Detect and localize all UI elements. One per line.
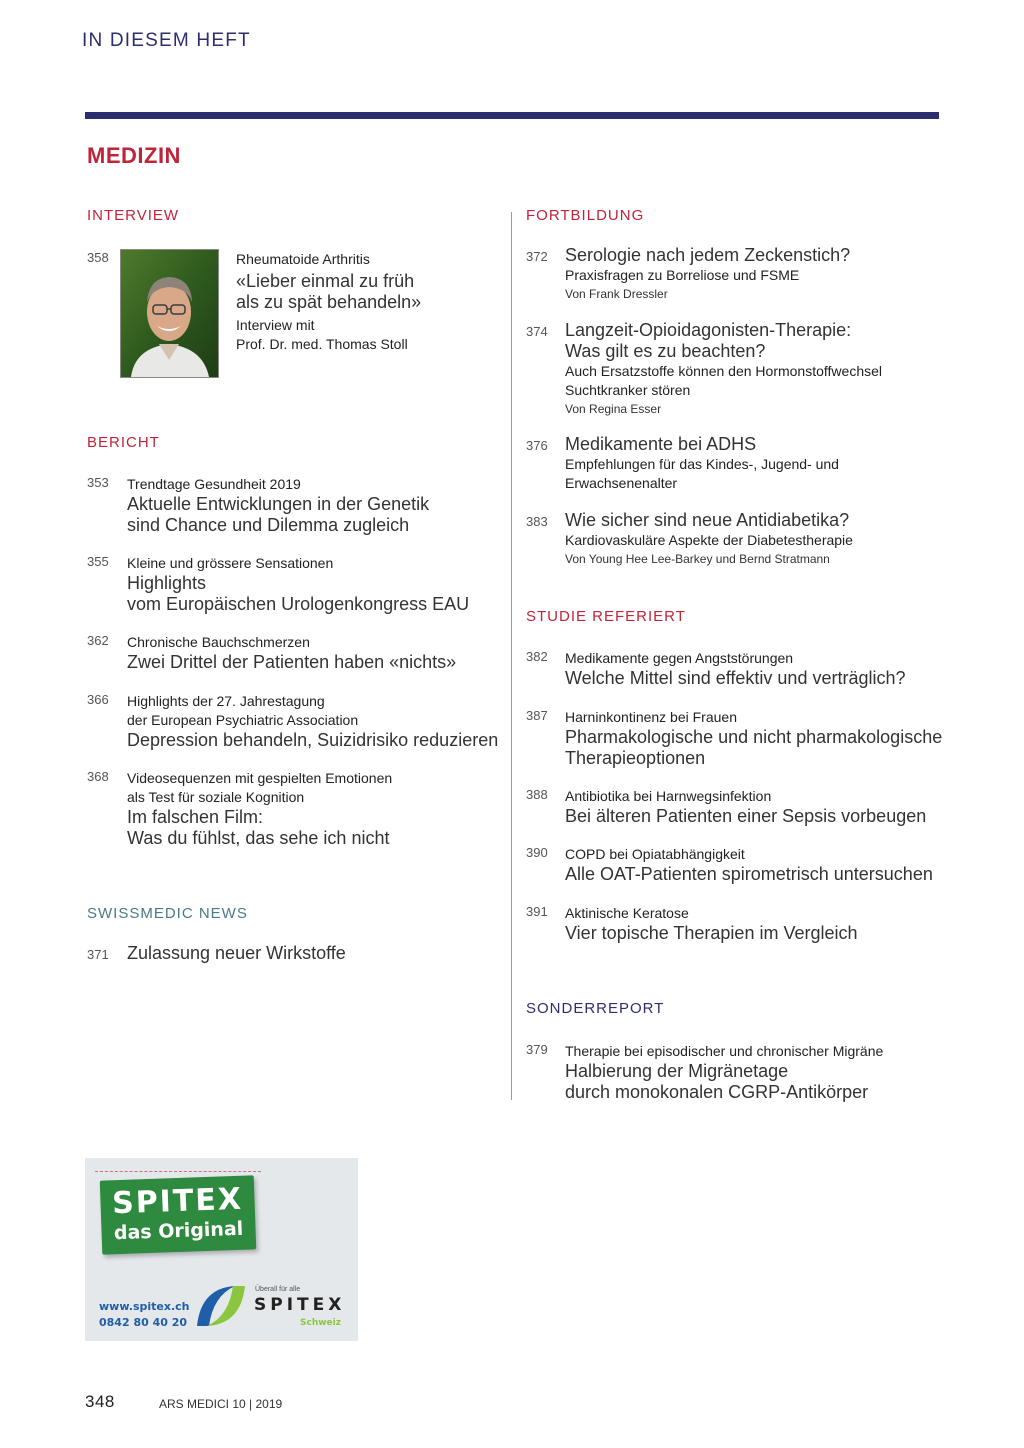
entry-sub-line-2: Erwachsenenalter bbox=[565, 475, 678, 491]
studie-heading: STUDIE REFERIERT bbox=[526, 608, 686, 625]
ad-logo-country: Schweiz bbox=[300, 1318, 341, 1328]
entry-title-line-1: Wie sicher sind neue Antidiabetika? bbox=[565, 510, 850, 530]
interview-extra-line-2: Prof. Dr. med. Thomas Stoll bbox=[236, 336, 408, 352]
sonderreport-heading: SONDERREPORT bbox=[526, 1000, 665, 1017]
ad-tagline: das Original bbox=[113, 1217, 244, 1245]
interview-topic: Rheumatoide Arthritis bbox=[236, 251, 370, 267]
page-number: 362 bbox=[87, 633, 109, 648]
ad-stitch-line bbox=[95, 1171, 261, 1172]
interview-text[interactable] bbox=[236, 250, 421, 354]
spitex-advertisement[interactable] bbox=[85, 1158, 358, 1341]
entry-title-line-2: Was gilt es zu beachten? bbox=[565, 341, 766, 361]
entry-title-line-1: Welche Mittel sind effektiv und verträglich? bbox=[565, 668, 906, 688]
entry-title-line-2: durch monokonalen CGRP-Antikörper bbox=[565, 1082, 869, 1102]
page-number: 376 bbox=[526, 438, 548, 453]
entry-title-line-1: Zulassung neuer Wirkstoffe bbox=[127, 943, 346, 963]
entry-sub-line-1: Auch Ersatzstoffe können den Hormonstoffwechsel bbox=[565, 363, 882, 379]
page-number: 358 bbox=[87, 250, 109, 265]
entry-sub-line-1: Empfehlungen für das Kindes-, Jugend- und bbox=[565, 456, 839, 472]
page-number: 388 bbox=[526, 787, 548, 802]
entry-sub: Medikamente gegen Angststörungen bbox=[565, 650, 794, 666]
entry-title-line-1: Serologie nach jedem Zeckenstich? bbox=[565, 245, 851, 265]
page-number: 353 bbox=[87, 475, 109, 490]
ad-logo-small: Überall für alle bbox=[255, 1286, 301, 1293]
entry-sub: Aktinische Keratose bbox=[565, 905, 689, 921]
page-number: 387 bbox=[526, 708, 548, 723]
entry-sub: COPD bei Opiatabhängigkeit bbox=[565, 846, 745, 862]
entry-sub-line-1: Highlights der 27. Jahrestagung bbox=[127, 693, 325, 709]
entry-title-line-1: Zwei Drittel der Patienten haben «nichts» bbox=[127, 652, 457, 672]
entry-title-line-1: Bei älteren Patienten einer Sepsis vorbeugen bbox=[565, 806, 927, 826]
page-number: 366 bbox=[87, 692, 109, 707]
entry-title-line-1: Depression behandeln, Suizidrisiko reduzieren bbox=[127, 730, 499, 750]
page-number: 374 bbox=[526, 324, 548, 339]
entry-title-line-2: sind Chance und Dilemma zugleich bbox=[127, 515, 410, 535]
entry-title-line-1: Alle OAT-Patienten spirometrisch untersuchen bbox=[565, 864, 933, 884]
page-number: 382 bbox=[526, 649, 548, 664]
entry-sub-line-1: Praxisfragen zu Borreliose und FSME bbox=[565, 267, 800, 283]
entry-sub-line-2: Suchtkranker stören bbox=[565, 382, 691, 398]
ad-phone: 0842 80 40 20 bbox=[99, 1316, 188, 1329]
entry-title-line-2: Was du fühlst, das sehe ich nicht bbox=[127, 828, 390, 848]
page-number: 379 bbox=[526, 1042, 548, 1057]
entry-author: Von Frank Dressler bbox=[565, 287, 668, 301]
page-number: 372 bbox=[526, 249, 548, 264]
footer-page-number: 348 bbox=[85, 1392, 115, 1411]
spitex-swoosh-icon bbox=[195, 1284, 247, 1328]
interview-extra-line-1: Interview mit bbox=[236, 317, 315, 333]
bericht-heading: BERICHT bbox=[87, 434, 160, 451]
entry-title-line-1: Langzeit-Opioidagonisten-Therapie: bbox=[565, 320, 852, 340]
entry-title-line-2: Therapieoptionen bbox=[565, 748, 706, 768]
entry-title-line-1: Medikamente bei ADHS bbox=[565, 434, 757, 454]
page-number: 355 bbox=[87, 554, 109, 569]
interview-heading: INTERVIEW bbox=[87, 207, 180, 224]
entry-title-line-1: Vier topische Therapien im Vergleich bbox=[565, 923, 858, 943]
fortbildung-heading: FORTBILDUNG bbox=[526, 207, 645, 224]
entry-title-line-1: Pharmakologische und nicht pharmakologische bbox=[565, 727, 943, 747]
interview-title-line-2: als zu spät behandeln» bbox=[236, 292, 422, 312]
entry-title-line-1: Highlights bbox=[127, 573, 207, 593]
entry-title-line-2: vom Europäischen Urologenkongress EAU bbox=[127, 594, 470, 614]
swissmedic-heading: SWISSMEDIC NEWS bbox=[87, 905, 248, 922]
entry-sub: Therapie bei episodischer und chronischer Migräne bbox=[565, 1043, 884, 1059]
footer-magazine: ARS MEDICI 10 | 2019 bbox=[159, 1397, 283, 1411]
entry-sub-line-1: Videosequenzen mit gespielten Emotionen bbox=[127, 770, 393, 786]
entry-sub-line-1: Kardiovaskuläre Aspekte der Diabetestherapie bbox=[565, 532, 853, 548]
page-number: 391 bbox=[526, 904, 548, 919]
entry-sub: Harninkontinenz bei Frauen bbox=[565, 709, 737, 725]
interview-title-line-1: «Lieber einmal zu früh bbox=[236, 271, 415, 291]
entry-sub-line-2: der European Psychiatric Association bbox=[127, 712, 359, 728]
page-header-title: IN DIESEM HEFT bbox=[82, 30, 251, 51]
entry-sub: Chronische Bauchschmerzen bbox=[127, 634, 310, 650]
page-number: 383 bbox=[526, 514, 548, 529]
ad-brand: SPITEX bbox=[111, 1181, 244, 1222]
portrait-photo bbox=[120, 249, 219, 378]
page-number: 390 bbox=[526, 845, 548, 860]
entry-title-line-1: Im falschen Film: bbox=[127, 807, 264, 827]
entry-author: Von Young Hee Lee-Barkey und Bernd Stratmann bbox=[565, 552, 830, 566]
entry-title-line-1: Aktuelle Entwicklungen in der Genetik bbox=[127, 494, 430, 514]
header-rule bbox=[85, 112, 939, 119]
entry-sub-line-2: als Test für soziale Kognition bbox=[127, 789, 305, 805]
page-number: 371 bbox=[87, 947, 109, 962]
entry-title-line-1: Halbierung der Migränetage bbox=[565, 1061, 789, 1081]
ad-logo-name: SPITEX bbox=[254, 1295, 346, 1315]
section-title: MEDIZIN bbox=[87, 143, 181, 168]
entry-sub: Kleine und grössere Sensationen bbox=[127, 555, 334, 571]
entry-author: Von Regina Esser bbox=[565, 402, 662, 416]
page-number: 368 bbox=[87, 769, 109, 784]
ad-green-label bbox=[100, 1175, 256, 1254]
ad-url[interactable]: www.spitex.ch bbox=[99, 1300, 190, 1313]
entry-sub: Antibiotika bei Harnwegsinfektion bbox=[565, 788, 772, 804]
entry-sub: Trendtage Gesundheit 2019 bbox=[127, 476, 301, 492]
column-divider bbox=[511, 212, 512, 1100]
